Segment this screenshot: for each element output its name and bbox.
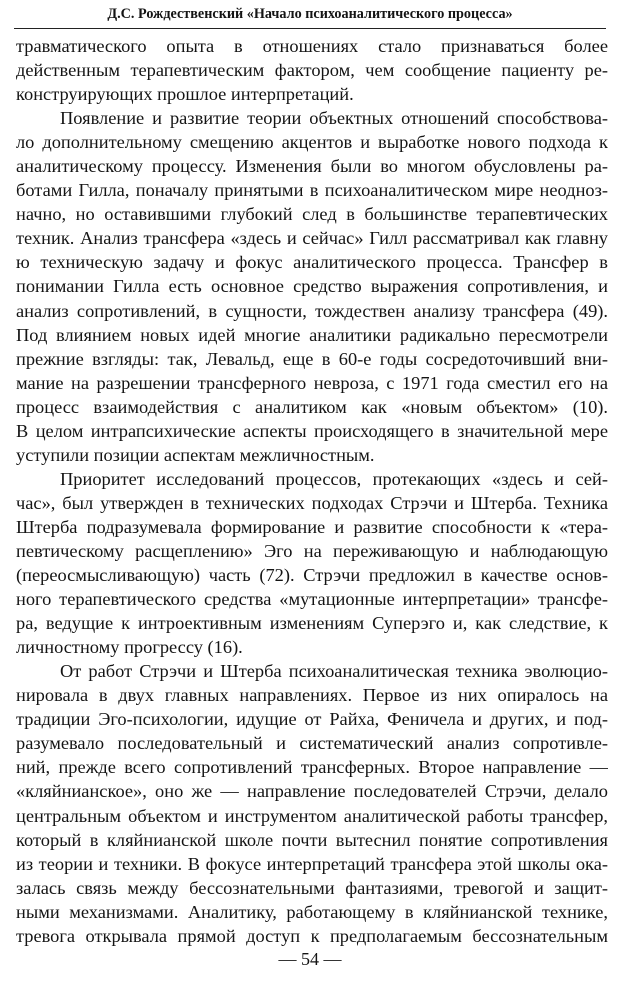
text-line: Штерба подразумевала формирование и развитие способности к «тера- (16, 516, 608, 537)
text-line: конструирующих прошлое интерпретаций. (16, 84, 354, 105)
text-line: Появление и развитие теории объектных отношений способствова- (60, 108, 608, 129)
text-line: анализ сопротивлений, в сущности, тождествен анализу трансфера (49). (16, 300, 608, 321)
text-line: «кляйнианское», оно же — направление последователей Стрэчи, делало (16, 781, 608, 802)
page-body (16, 34, 608, 948)
text-line: мание на разрешении трансферного невроза, с 1971 года сместил его на (16, 372, 608, 393)
text-line: понимании Гилла есть основное средство выражения сопротивления, и (16, 276, 608, 297)
text-line: аналитическому процессу. Изменения были во многом обусловлены ра- (16, 156, 608, 177)
text-line: Под влиянием новых идей многие аналитики радикально пересмотрели (16, 324, 608, 345)
text-line: От работ Стрэчи и Штерба психоаналитическая техника эволюцио- (60, 661, 608, 682)
text-line: ю техническую задачу и фокус аналитического процесса. Трансфер в (16, 252, 608, 273)
text-line: прежние взгляды: так, Левальд, еще в 60-е годы сосредоточивший вни- (16, 348, 608, 369)
text-line: Приоритет исследований процессов, протекающих «здесь и сей- (60, 468, 608, 489)
text-line: разумевало последовательный и систематический анализ сопротивле- (16, 733, 608, 754)
text-line: центральным объектом и инструментом аналитической работы трансфер, (16, 805, 608, 826)
text-line: тревога открывала прямой доступ к предполагаемым бессознательным (16, 925, 608, 946)
text-line: ботами Гилла, поначалу принятыми в психоаналитическом мире неоднoз- (16, 180, 608, 201)
text-line: (переосмысливающую) часть (72). Стрэчи предложил в качестве основ- (16, 565, 608, 586)
text-line: начно, но оставившими глубокий след в большинстве терапевтических (16, 204, 608, 225)
text-line: В целом интрапсихические аспекты происходящего в значительной мере (16, 420, 608, 441)
text-line: уступили позиции аспектам межличностным. (16, 444, 375, 465)
text-line: травматического опыта в отношениях стало признаваться более (16, 36, 608, 56)
running-title: Д.С. Рождественский «Начало психоаналитического процесса» (107, 6, 513, 22)
text-line: певтическому расщеплению» Эго на переживающую и наблюдающую (16, 540, 608, 561)
text-line: нировала в двух главных направлениях. Первое из них опиралось на (16, 685, 608, 706)
text-line: час», был утвержден в технических подходах Стрэчи и Штерба. Техника (16, 492, 608, 513)
text-line: традиции Эго-психологии, идущие от Райха, Феничела и других, и под- (16, 709, 608, 730)
text-line: действенным терапевтическим фактором, чем сообщение пациенту ре- (16, 60, 608, 81)
text-line: личностному прогрессу (16). (16, 637, 243, 658)
text-line: ло дополнительному смещению акцентов и выработке нового подхода к (16, 132, 608, 153)
text-line: залась связь между бессознательными фантазиями, тревогой и защит- (16, 877, 608, 898)
text-line: ного терапевтического средства «мутационные интерпретации» трансфе- (16, 589, 608, 610)
page-footer (0, 948, 620, 970)
text-line: из теории и техники. В фокусе интерпретаций трансфера этой школы ока- (16, 853, 608, 874)
text-line: ний, прежде всего сопротивлений трансферных. Второе направление — (16, 757, 608, 778)
text-line: техник. Анализ трансфера «здесь и сейчас» Гилл рассматривал как главну (16, 228, 608, 249)
running-header (14, 4, 606, 29)
text-line: который в кляйнианской школе почти вытеснил понятие сопротивления (16, 829, 608, 850)
text-line: процесс взаимодействия с аналитиком как «новым объектом» (10). (16, 396, 608, 417)
text-line: ными механизмами. Аналитику, работающему в кляйнианской технике, (16, 901, 608, 922)
text-line: ра, ведущие к интроективным изменениям Суперэго и, как следствие, к (16, 613, 608, 634)
page-number: — 54 — (278, 949, 342, 969)
